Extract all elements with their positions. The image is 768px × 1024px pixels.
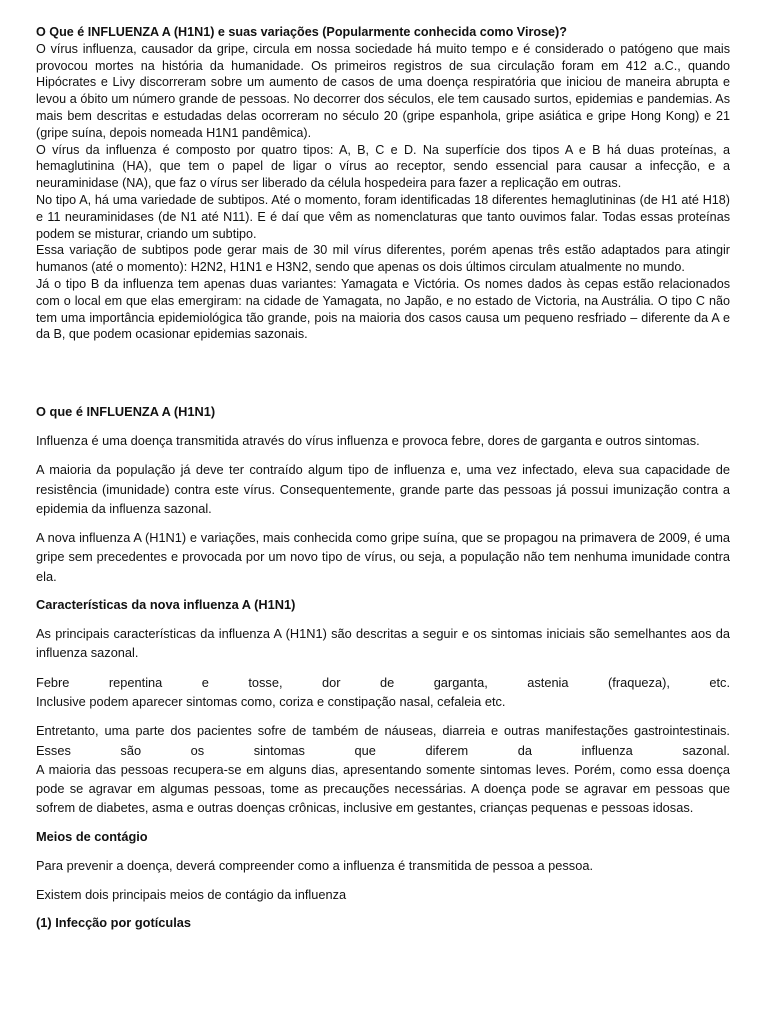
symptoms-line-1: Febre repentina e tosse, dor de garganta, astenia (fraqueza), etc. <box>36 674 730 690</box>
paragraph-symptoms <box>36 673 730 712</box>
article-section <box>36 402 730 932</box>
heading-droplet-infection: (1) Infecção por gotículas <box>36 915 192 931</box>
intro-paragraph-history: O vírus influenza, causador da gripe, circula em nossa sociedade há muito tempo e é considerado o patógeno que mais provocou mortes na história da humanidade. Os primeiros registros de sua circulação foram em 412 a.C., quando Hipócrates e Livy discorreram sobre um aumento de casos de uma doença respiratória que iniciou de maneira abrupta e levou a óbito um número grande de pessoas. No decorrer dos séculos, ele tem causado surtos, epidemias e pandemias. As mais bem descritas e estudadas delas ocorreram no século 20 (gripe espanhola, gripe asiática e gripe Hong Kong) e 21 (gripe suína, depois nomeada H1N1 pandêmica). <box>36 41 730 140</box>
heading-what-is: O que é INFLUENZA A (H1N1) <box>36 404 216 419</box>
paragraph-gastro <box>36 721 730 817</box>
heading-contagion: Meios de contágio <box>36 828 148 844</box>
paragraph-prevention: Para prevenir a doença, deverá compreender como a influenza é transmitida de pessoa a pessoa. <box>36 857 593 873</box>
gastro-line-1: Entretanto, uma parte dos pacientes sofre de também de náuseas, diarreia e outras manifestações gastrointestinais. Esses são os sintomas que diferem da influenza sazonal. <box>36 723 730 758</box>
heading-characteristics: Características da nova influenza A (H1N1) <box>36 597 296 613</box>
intro-title: O Que é INFLUENZA A (H1N1) e suas variações (Popularmente conhecida como Virose)? <box>36 25 567 39</box>
document-page <box>36 24 730 931</box>
intro-section <box>36 24 730 343</box>
paragraph-definition: Influenza é uma doença transmitida através do vírus influenza e provoca febre, dores de garganta e outros sintomas. <box>36 433 700 448</box>
symptoms-line-2: Inclusive podem aparecer sintomas como, coriza e constipação nasal, cefaleia etc. <box>36 693 506 709</box>
intro-paragraph-subtypes: No tipo A, há uma variedade de subtipos. Até o momento, foram identificadas 18 diferentes hemaglutininas (de H1 até H18) e 11 neuraminidases (de N1 até N11). E é daí que vêm as nomenclaturas que tanto ouvimos falar. Todas essas proteínas podem se misturar, criando um subtipo. <box>36 192 730 241</box>
gastro-line-2: A maioria das pessoas recupera-se em alguns dias, apresentando somente sintomas leves. Porém, como essa doença pode se agravar em algumas pessoas, tome as precauções necessárias. A doença pode se agravar em pessoas que sofrem de diabetes, asma e outras doenças crônicas, inclusive em gestantes, crianças pequenas e pessoas idosas. <box>36 761 730 816</box>
intro-paragraph-types: O vírus da influenza é composto por quatro tipos: A, B, C e D. Na superfície dos tipos A e B há duas proteínas, a hemaglutinina (HA), que tem o papel de ligar o vírus ao receptor, sendo essencial para causar a infecção, e a neuraminidase (NA), que faz o vírus ser liberado da célula hospedeira para fazer a replicação em outras. <box>36 142 730 191</box>
paragraph-characteristics: As principais características da influenza A (H1N1) são descritas a seguir e os sintomas iniciais são semelhantes aos da influenza sazonal. <box>36 626 730 661</box>
intro-paragraph-variation: Essa variação de subtipos pode gerar mais de 30 mil vírus diferentes, porém apenas três estão adaptados para atingir humanos (até o momento): H2N2, H1N1 e H3N2, sendo que apenas os dois últimos circulam atualmente no mundo. <box>36 243 730 275</box>
paragraph-immunity: A maioria da população já deve ter contraído algum tipo de influenza e, uma vez infectado, eleva sua capacidade de resistência (imunidade) contra este vírus. Consequentemente, grande parte das pessoas já possui imunização contra a epidemia da influenza sazonal. <box>36 462 730 516</box>
paragraph-contagion-means: Existem dois principais meios de contágio da influenza <box>36 887 347 903</box>
intro-paragraph-type-b: Já o tipo B da influenza tem apenas duas variantes: Yamagata e Victória. Os nomes dados às cepas estão relacionados com o local em que elas emergiram: na cidade de Yamagata, no Japão, e no estado de Victoria, na Austrália. O tipo C não tem uma importância epidemiológica tão grande, pois na maioria dos casos causa um pequeno resfriado – diferente da A e da B, que podem ocasionar epidemias sazonais. <box>36 276 730 342</box>
paragraph-new-influenza: A nova influenza A (H1N1) e variações, mais conhecida como gripe suína, que se propagou na primavera de 2009, é uma gripe sem precedentes e provocada por um novo tipo de vírus, ou seja, a população não tem nenhuma imunidade contra ela. <box>36 530 730 584</box>
